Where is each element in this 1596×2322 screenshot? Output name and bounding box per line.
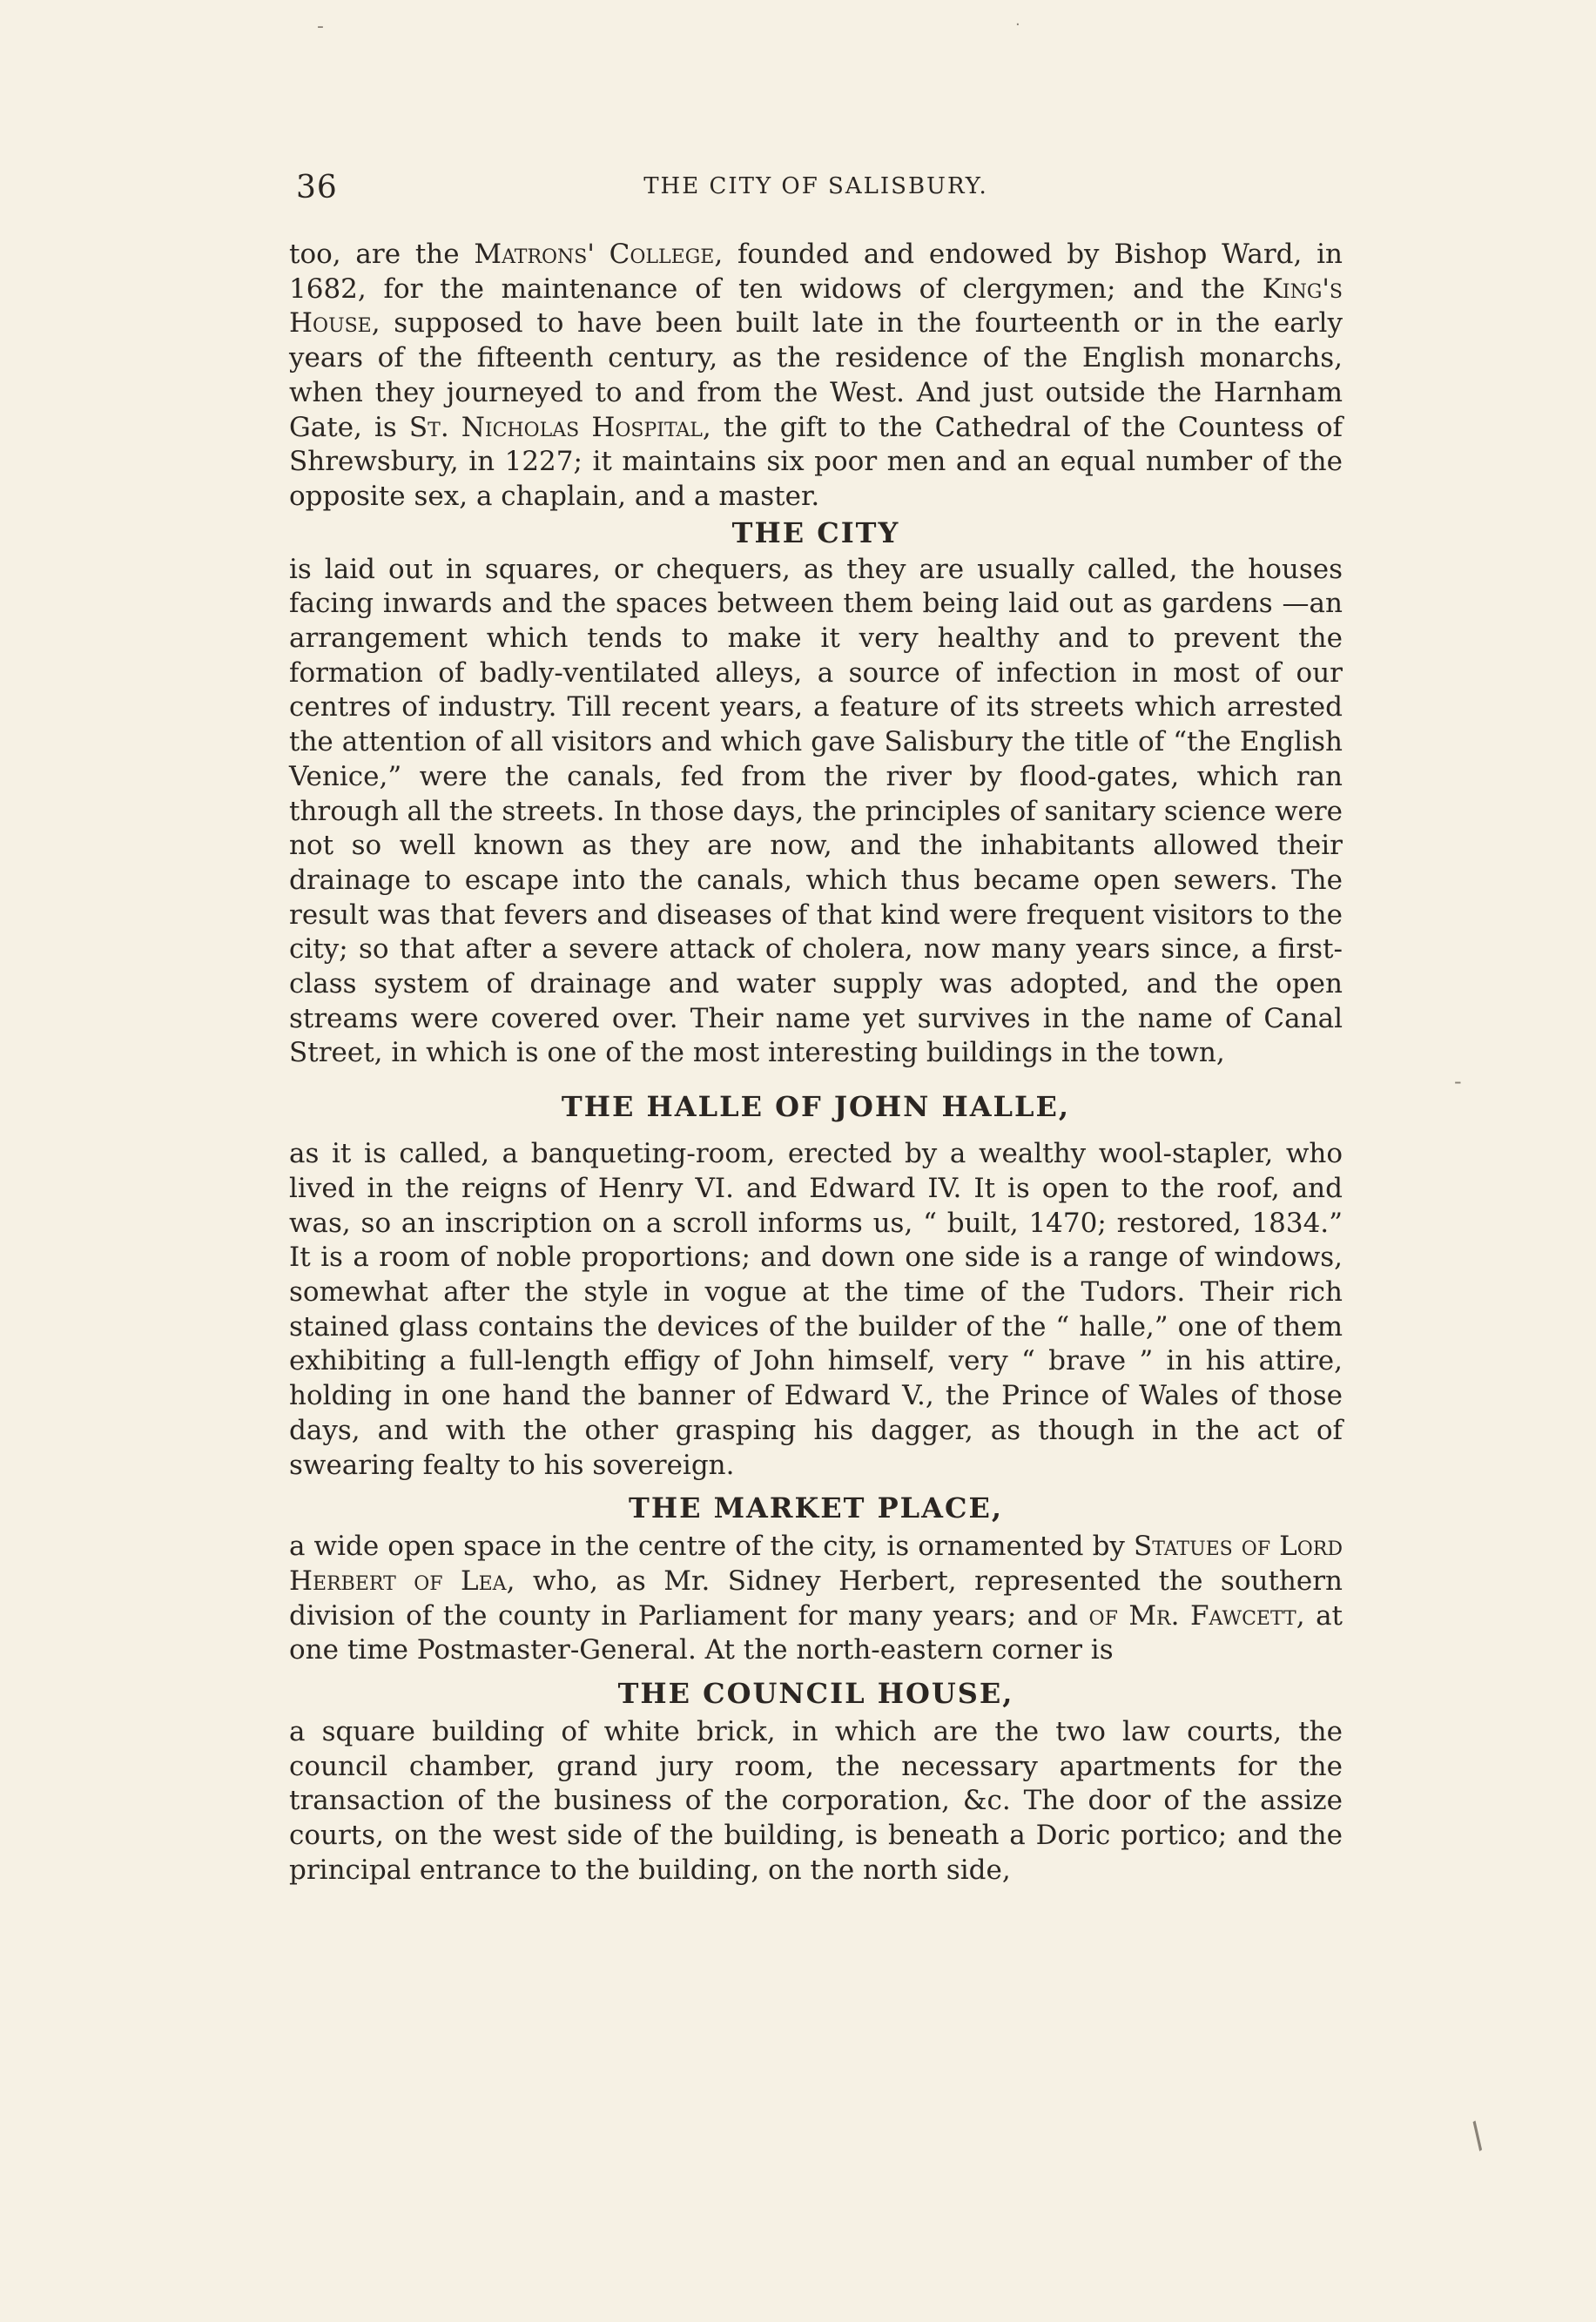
heading-the-city: THE CITY	[731, 515, 900, 549]
margin-speck: ·	[1015, 16, 1020, 34]
heading-council-house: THE COUNCIL HOUSE,	[617, 1677, 1014, 1711]
st-nicholas-hospital-name: St. Nicholas Hospital	[408, 411, 703, 443]
margin-speck: -	[1454, 1069, 1462, 1094]
statues-name: Statues of Lord Herbert of Lea	[289, 1531, 1343, 1597]
paragraph-market-place: a wide open space in the centre of the city, is ornamented by Statues of Lord Herbert of Lea, who, as Mr. Sidney Herbert, represented the southern division of the county in Parliament for many years; and of Mr. Fawcett, at one time Postmaster-General. At the north-eastern corner is	[289, 1531, 1343, 1666]
margin-pencil-mark: /	[1462, 2115, 1493, 2157]
kings-house-name: King's House	[289, 273, 1343, 340]
page-number: 36	[296, 170, 338, 205]
fawcett-name: of Mr. Fawcett	[1088, 1599, 1296, 1632]
running-head	[289, 170, 1343, 212]
heading-halle-of-john-halle: THE HALLE OF JOHN HALLE,	[561, 1090, 1071, 1124]
running-title: THE CITY OF SALISBURY.	[643, 173, 988, 199]
paragraph-halle: as it is called, a banqueting-room, erected by a wealthy wool-stapler, who lived in the reigns of Henry VI. and Edward IV. It is open to the roof, and was, so an inscription on a scroll informs us, “ built, 1470; restored, 1834.” It is a room of noble proportions; and down one side is a range of windows, somewhat after the style in vogue at the time of the Tudors. Their rich stained glass contains the devices of the builder of the “ halle,” one of them exhibiting a full-length effigy of John himself, very “ brave ” in his attire, holding in one hand the banner of Edward V., the Prince of Wales of those days, and with the other grasping his dagger, as though in the act of swearing fealty to his sovereign.	[289, 1138, 1343, 1481]
heading-market-place: THE MARKET PLACE,	[629, 1491, 1003, 1525]
margin-speck: -	[317, 16, 324, 37]
matrons-college-name: Matrons' College	[474, 239, 715, 270]
paragraph-colleges: too, are the Matrons' College, founded and endowed by Bishop Ward, in 1682, for the maintenance of ten widows of clergymen; and the King's House, supposed to have been built late in the fourteenth or in the early years of the fifteenth century, as the residence of the English monarchs, when they journeyed to and from the West. And just outside the Harnham Gate, is St. Nicholas Hospital, the gift to the Cathedral of the Countess of Shrewsbury, in 1227; it maintains six poor men and an equal number of the opposite sex, a chaplain, and a master.	[289, 239, 1343, 512]
book-page	[289, 170, 1343, 1888]
paragraph-the-city: is laid out in squares, or chequers, as they are usually called, the houses facing inwards and the spaces between them being laid out as gardens —an arrangement which tends to make it very healthy and to prevent the formation of badly-ventilated alleys, a source of infection in most of our centres of industry. Till recent years, a feature of its streets which arrested the attention of all visitors and which gave Salisbury the title of “the English Venice,” were the canals, fed from the river by flood-gates, which ran through all the streets. In those days, the principles of sanitary science were not so well known as they are now, and the inhabitants allowed their drainage to escape into the canals, which thus became open sewers. The result was that fevers and diseases of that kind were frequent visitors to the city; so that after a severe attack of cholera, now many years since, a first-class system of drainage and water supply was adopted, and the open streams were covered over. Their name yet survives in the name of Canal Street, in which is one of the most interesting buildings in the town,	[289, 553, 1343, 1069]
paragraph-council-house: a square building of white brick, in which are the two law courts, the council chamber, grand jury room, the necessary apartments for the transaction of the business of the corporation, &c. The door of the assize courts, on the west side of the building, is beneath a Doric portico; and the principal entrance to the building, on the north side,	[289, 1716, 1343, 1886]
